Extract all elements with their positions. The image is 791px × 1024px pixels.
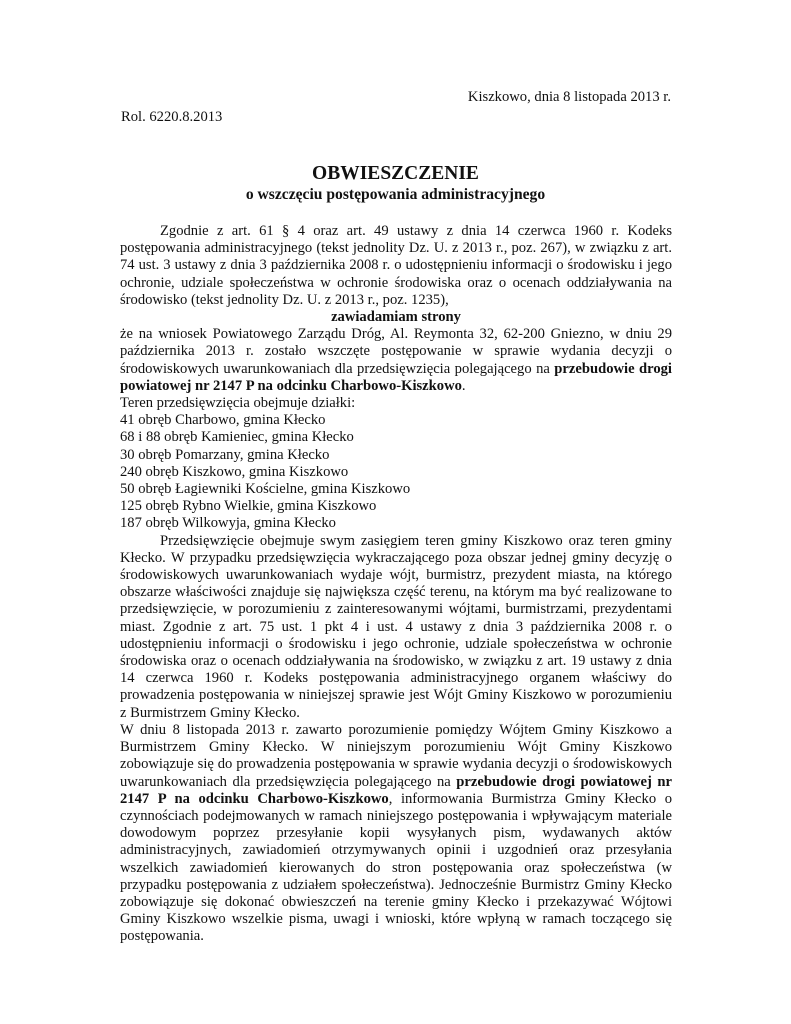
- agreement-text: W dniu 8 listopada 2013 r. zawarto porozumienie pomiędzy Wójtem Gminy Kiszkowo a Burmistrzem Gminy Kłecko. W niniejszym porozumieniu Wójt Gminy Kiszkowo zobowiązuje się do prowadzenia postępowania w sprawie wydania decyzji o środowiskowych uwarunkowaniach dla przedsięwzięcia polegającego na: [120, 721, 672, 790]
- list-item: 240 obręb Kiszkowo, gmina Kiszkowo: [120, 463, 349, 480]
- list-item: 30 obręb Pomarzany, gmina Kłecko: [120, 446, 330, 463]
- document-title: OBWIESZCZENIE: [312, 163, 479, 184]
- document-subtitle: o wszczęciu postępowania administracyjnego: [245, 186, 546, 203]
- project-name: przebudowie drogi powiatowej nr 2147 P na odcinku Charbowo-Kiszkowo: [120, 773, 672, 807]
- intro-paragraph: Zgodnie z art. 61 § 4 oraz art. 49 ustawy z dnia 14 czerwca 1960 r. Kodeks postępowania administracyjnego (tekst jednolity Dz. U. z 2013 r., poz. 267), w związku z art. 74 ust. 3 ustawy z dnia 3 października 2008 r. o udostępnieniu informacji o środowisku i jego ochronie, udziale społeczeństwa w ochronie środowiska oraz o ocenach oddziaływania na środowisko (tekst jednolity Dz. U. z 2013 r., poz. 1235),: [120, 223, 672, 308]
- project-name: przebudowie drogi powiatowej nr 2147 P na odcinku Charbowo-Kiszkowo: [120, 360, 672, 394]
- initiation-text: że na wniosek Powiatowego Zarządu Dróg, Al. Reymonta 32, 62-200 Gniezno, w dniu 29 października 2013 r. zostało wszczęte postępowanie w sprawie wydania decyzji o środowiskowych uwarunkowaniach dla przedsięwzięcia polegającego na: [120, 326, 672, 377]
- document-body: [120, 223, 672, 946]
- jurisdiction-paragraph: Przedsięwzięcie obejmuje swym zasięgiem teren gminy Kiszkowo oraz teren gminy Kłecko. W przypadku przedsięwzięcia wykraczającego poza obszar jednej gminy decyzję o środowiskowych uwarunkowaniach wydaje wójt, burmistrz, prezydent miasta, na którego obszarze właściwości znajduje się największa część terenu, na którym ma być realizowane to przedsięwzięcie, w porozumieniu z zainteresowanymi wójtami, burmistrzami, prezydentami miast. Zgodnie z art. 75 ust. 1 pkt 4 i ust. 4 ustawy z dnia 3 października 2008 r. o udostępnieniu informacji o środowisku i jego ochronie, udziale społeczeństwa w ochronie środowiska oraz o ocenach oddziaływania na środowisko, w związku z art. 19 ustawy z dnia 14 czerwca 1960 r. Kodeks postępowania administracyjnego organem właściwy do prowadzenia postępowania w niniejszej sprawie jest Wójt Gminy Kiszkowo w porozumieniu z Burmistrzem Gminy Kłecko.: [120, 532, 672, 721]
- reference-number: Rol. 6220.8.2013: [121, 109, 223, 125]
- list-item: 68 i 88 obręb Kamieniec, gmina Kłecko: [120, 429, 354, 446]
- place-date: Kiszkowo, dnia 8 listopada 2013 r.: [467, 89, 671, 105]
- plots-list: [120, 412, 672, 532]
- initiation-end: .: [461, 377, 466, 394]
- list-item: 50 obręb Łagiewniki Kościelne, gmina Kiszkowo: [120, 481, 411, 498]
- agreement-paragraph: [120, 722, 672, 946]
- list-item: 187 obręb Wilkowyja, gmina Kłecko: [120, 515, 336, 532]
- notice-heading: zawiadamiam strony: [331, 309, 461, 326]
- agreement-end: , informowania Burmistrza Gminy Kłecko o czynnościach podejmowanych w ramach niniejszego postępowania i wpływającym materiale dowodowym poprzez przesyłanie kopii wysyłanych pism, wydawanych aktów administracyjnych, zawiadomień otrzymywanych opinii i uzgodnień oraz przesyłania wszelkich zawiadomień kierowanych do stron postępowania oraz społeczeństwa (w przypadku postępowania z udziałem społeczeństwa). Jednocześnie Burmistrz Gminy Kłecko zobowiązuje się dokonać obwieszczeń na terenie gminy Kłecko i przekazywać Wójtowi Gminy Kiszkowo wszelkie pisma, uwagi i wnioski, które wpłyną w ramach toczącego się postępowania.: [120, 790, 672, 945]
- initiation-paragraph: [120, 326, 672, 395]
- plots-heading: Teren przedsięwzięcia obejmuje działki:: [120, 395, 356, 412]
- list-item: 41 obręb Charbowo, gmina Kłecko: [120, 412, 326, 429]
- list-item: 125 obręb Rybno Wielkie, gmina Kiszkowo: [120, 498, 377, 515]
